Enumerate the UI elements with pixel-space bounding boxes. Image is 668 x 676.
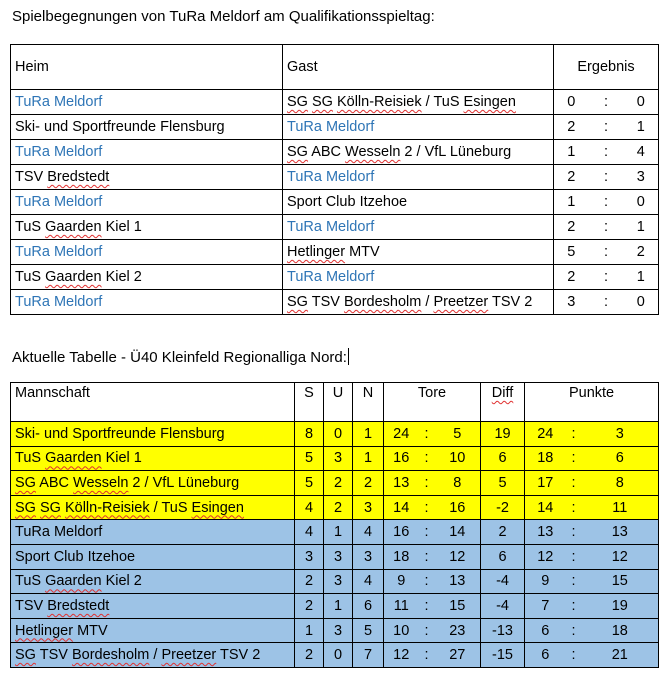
standings-goals-against: 5 (435, 422, 481, 447)
standings-points-for: 17 (525, 471, 566, 496)
match-heim (11, 165, 283, 190)
standings-goals-for: 11 (384, 594, 419, 619)
standings-goals-sep: : (419, 569, 435, 594)
standings-points-against: 12 (582, 544, 659, 569)
team-name: TuS Gaarden Kiel 1 (15, 219, 142, 235)
matches-header-row (11, 45, 659, 90)
team-name: SG TSV Bordesholm / Preetzer TSV 2 (287, 294, 533, 310)
standings-n: 3 (353, 495, 384, 520)
standings-goals-for: 14 (384, 495, 419, 520)
standings-goals-for: 9 (384, 569, 419, 594)
team-name: TuS Gaarden Kiel 1 (15, 450, 142, 467)
match-row (11, 140, 659, 165)
team-name: Sport Club Itzehoe (15, 548, 136, 565)
match-score-home: 5 (554, 240, 589, 265)
standings-n: 4 (353, 520, 384, 545)
standings-goals-against: 8 (435, 471, 481, 496)
match-score-away: 1 (624, 215, 659, 240)
team-name: SG ABC Wesseln 2 / VfL Lüneburg (15, 474, 240, 491)
standings-n: 1 (353, 446, 384, 471)
match-gast (283, 240, 554, 265)
match-row (11, 115, 659, 140)
standings-points-for: 18 (525, 446, 566, 471)
standings-u: 3 (324, 618, 353, 643)
standings-team (11, 446, 295, 471)
match-score-home: 0 (554, 90, 589, 115)
standings-goals-sep: : (419, 618, 435, 643)
standings-u: 3 (324, 446, 353, 471)
match-score-sep: : (589, 90, 624, 115)
header-diff-text: Diff (491, 385, 514, 401)
standings-n: 2 (353, 471, 384, 496)
match-score-away: 4 (624, 140, 659, 165)
match-gast (283, 215, 554, 240)
team-name: TuS Gaarden Kiel 2 (15, 269, 142, 285)
standings-points-for: 7 (525, 594, 566, 619)
match-score-sep: : (589, 190, 624, 215)
standings-row (11, 495, 659, 520)
match-row (11, 165, 659, 190)
standings-goals-for: 12 (384, 643, 419, 668)
team-name: TuRa Meldorf (15, 94, 103, 110)
standings-points-sep: : (566, 422, 582, 447)
standings-points-against: 6 (582, 446, 659, 471)
header-mannschaft: Mannschaft (11, 383, 295, 422)
standings-heading-text: Aktuelle Tabelle - Ü40 Kleinfeld Regionalliga Nord: (12, 349, 347, 366)
standings-u: 3 (324, 569, 353, 594)
match-gast (283, 140, 554, 165)
standings-diff: 6 (481, 544, 525, 569)
standings-team (11, 422, 295, 447)
standings-row (11, 618, 659, 643)
standings-diff: -15 (481, 643, 525, 668)
standings-row (11, 471, 659, 496)
match-row (11, 240, 659, 265)
match-heim (11, 290, 283, 315)
match-score-away: 0 (624, 90, 659, 115)
match-score-sep: : (589, 165, 624, 190)
match-gast (283, 290, 554, 315)
standings-points-sep: : (566, 520, 582, 545)
header-s: S (295, 383, 324, 422)
standings-row (11, 594, 659, 619)
standings-goals-sep: : (419, 643, 435, 668)
standings-u: 1 (324, 520, 353, 545)
standings-n: 7 (353, 643, 384, 668)
standings-u: 2 (324, 471, 353, 496)
standings-s: 4 (295, 520, 324, 545)
standings-n: 5 (353, 618, 384, 643)
standings-u: 2 (324, 495, 353, 520)
standings-s: 5 (295, 471, 324, 496)
team-name: TSV Bredstedt (15, 597, 110, 614)
standings-diff: -4 (481, 594, 525, 619)
standings-points-for: 9 (525, 569, 566, 594)
standings-row (11, 422, 659, 447)
standings-team (11, 520, 295, 545)
match-score-sep: : (589, 215, 624, 240)
standings-team (11, 618, 295, 643)
match-score-home: 2 (554, 115, 589, 140)
standings-s: 5 (295, 446, 324, 471)
standings-row (11, 643, 659, 668)
standings-s: 2 (295, 569, 324, 594)
standings-points-against: 15 (582, 569, 659, 594)
header-tore: Tore (384, 383, 481, 422)
standings-diff: 2 (481, 520, 525, 545)
standings-goals-against: 27 (435, 643, 481, 668)
standings-points-for: 14 (525, 495, 566, 520)
team-name: TuRa Meldorf (287, 269, 375, 285)
standings-row (11, 446, 659, 471)
match-gast (283, 190, 554, 215)
match-heim (11, 90, 283, 115)
team-name: TuRa Meldorf (15, 244, 103, 260)
match-gast (283, 115, 554, 140)
standings-goals-sep: : (419, 495, 435, 520)
standings-row (11, 520, 659, 545)
standings-team (11, 495, 295, 520)
match-score-home: 1 (554, 190, 589, 215)
match-score-home: 1 (554, 140, 589, 165)
match-score-home: 2 (554, 215, 589, 240)
match-score-away: 2 (624, 240, 659, 265)
standings-goals-for: 16 (384, 520, 419, 545)
team-name: Hetlinger MTV (15, 622, 108, 639)
match-score-away: 0 (624, 190, 659, 215)
header-diff (481, 383, 525, 422)
header-ergebnis: Ergebnis (554, 45, 659, 90)
standings-team (11, 544, 295, 569)
standings-points-sep: : (566, 594, 582, 619)
standings-points-for: 13 (525, 520, 566, 545)
match-gast (283, 165, 554, 190)
header-heim: Heim (11, 45, 283, 90)
match-row (11, 265, 659, 290)
match-heim (11, 240, 283, 265)
standings-goals-against: 12 (435, 544, 481, 569)
standings-s: 8 (295, 422, 324, 447)
match-score-home: 2 (554, 265, 589, 290)
standings-u: 1 (324, 594, 353, 619)
team-name: TuRa Meldorf (287, 119, 375, 135)
standings-diff: -4 (481, 569, 525, 594)
team-name: TuRa Meldorf (15, 194, 103, 210)
standings-row (11, 569, 659, 594)
team-name: SG SG Kölln-Reisiek / TuS Esingen (15, 499, 244, 516)
standings-goals-for: 10 (384, 618, 419, 643)
standings-diff: -2 (481, 495, 525, 520)
matches-table (10, 44, 659, 315)
team-name: SG ABC Wesseln 2 / VfL Lüneburg (287, 144, 512, 160)
standings-s: 1 (295, 618, 324, 643)
match-score-sep: : (589, 140, 624, 165)
match-score-away: 1 (624, 265, 659, 290)
team-name: TuRa Meldorf (15, 294, 103, 310)
standings-points-sep: : (566, 471, 582, 496)
standings-points-against: 19 (582, 594, 659, 619)
standings-points-against: 13 (582, 520, 659, 545)
standings-goals-for: 24 (384, 422, 419, 447)
standings-team (11, 594, 295, 619)
standings-points-for: 12 (525, 544, 566, 569)
match-score-sep: : (589, 265, 624, 290)
match-score-home: 2 (554, 165, 589, 190)
standings-diff: 19 (481, 422, 525, 447)
standings-points-sep: : (566, 446, 582, 471)
standings-goals-for: 16 (384, 446, 419, 471)
standings-points-against: 11 (582, 495, 659, 520)
standings-s: 4 (295, 495, 324, 520)
standings-goals-sep: : (419, 544, 435, 569)
standings-s: 2 (295, 643, 324, 668)
match-score-sep: : (589, 240, 624, 265)
standings-team (11, 569, 295, 594)
match-gast (283, 265, 554, 290)
team-name: TuRa Meldorf (15, 144, 103, 160)
standings-points-sep: : (566, 643, 582, 668)
team-name: Sport Club Itzehoe (287, 194, 408, 210)
standings-points-against: 18 (582, 618, 659, 643)
team-name: Hetlinger MTV (287, 244, 380, 260)
standings-goals-against: 14 (435, 520, 481, 545)
standings-diff: 5 (481, 471, 525, 496)
standings-points-for: 6 (525, 643, 566, 668)
team-name: SG SG Kölln-Reisiek / TuS Esingen (287, 94, 516, 110)
standings-u: 0 (324, 643, 353, 668)
standings-goals-against: 10 (435, 446, 481, 471)
standings-s: 2 (295, 594, 324, 619)
standings-u: 3 (324, 544, 353, 569)
match-row (11, 190, 659, 215)
match-score-sep: : (589, 290, 624, 315)
team-name: TuRa Meldorf (15, 524, 103, 541)
standings-row (11, 544, 659, 569)
standings-n: 6 (353, 594, 384, 619)
team-name: Ski- und Sportfreunde Flensburg (15, 119, 225, 135)
team-name: SG TSV Bordesholm / Preetzer TSV 2 (15, 647, 261, 664)
header-n: N (353, 383, 384, 422)
match-heim (11, 190, 283, 215)
team-name: TuRa Meldorf (287, 169, 375, 185)
match-score-home: 3 (554, 290, 589, 315)
match-heim (11, 115, 283, 140)
standings-goals-sep: : (419, 520, 435, 545)
header-gast: Gast (283, 45, 554, 90)
standings-points-sep: : (566, 495, 582, 520)
standings-goals-sep: : (419, 594, 435, 619)
text-cursor (348, 348, 349, 365)
standings-goals-against: 13 (435, 569, 481, 594)
standings-diff: -13 (481, 618, 525, 643)
match-row (11, 290, 659, 315)
standings-points-against: 3 (582, 422, 659, 447)
standings-points-sep: : (566, 569, 582, 594)
standings-goals-for: 18 (384, 544, 419, 569)
team-name: Ski- und Sportfreunde Flensburg (15, 425, 225, 442)
standings-points-for: 6 (525, 618, 566, 643)
match-heim (11, 215, 283, 240)
match-row (11, 215, 659, 240)
match-score-away: 0 (624, 290, 659, 315)
standings-u: 0 (324, 422, 353, 447)
header-punkte: Punkte (525, 383, 659, 422)
standings-points-sep: : (566, 618, 582, 643)
standings-diff: 6 (481, 446, 525, 471)
standings-goals-against: 23 (435, 618, 481, 643)
header-u: U (324, 383, 353, 422)
standings-goals-sep: : (419, 471, 435, 496)
standings-goals-sep: : (419, 422, 435, 447)
standings-s: 3 (295, 544, 324, 569)
matches-heading: Spielbegegnungen von TuRa Meldorf am Qualifikationsspieltag: (12, 8, 435, 25)
standings-points-against: 21 (582, 643, 659, 668)
match-row (11, 90, 659, 115)
standings-goals-sep: : (419, 446, 435, 471)
standings-goals-for: 13 (384, 471, 419, 496)
standings-heading (12, 348, 349, 366)
standings-n: 1 (353, 422, 384, 447)
match-heim (11, 140, 283, 165)
team-name: TuS Gaarden Kiel 2 (15, 573, 142, 590)
standings-n: 3 (353, 544, 384, 569)
match-gast (283, 90, 554, 115)
standings-n: 4 (353, 569, 384, 594)
match-score-away: 3 (624, 165, 659, 190)
standings-points-for: 24 (525, 422, 566, 447)
match-score-away: 1 (624, 115, 659, 140)
team-name: TSV Bredstedt (15, 169, 110, 185)
standings-goals-against: 16 (435, 495, 481, 520)
standings-team (11, 643, 295, 668)
standings-points-against: 8 (582, 471, 659, 496)
match-score-sep: : (589, 115, 624, 140)
standings-points-sep: : (566, 544, 582, 569)
team-name: TuRa Meldorf (287, 219, 375, 235)
standings-table (10, 382, 659, 668)
standings-goals-against: 15 (435, 594, 481, 619)
match-heim (11, 265, 283, 290)
standings-header-row (11, 383, 659, 422)
standings-team (11, 471, 295, 496)
